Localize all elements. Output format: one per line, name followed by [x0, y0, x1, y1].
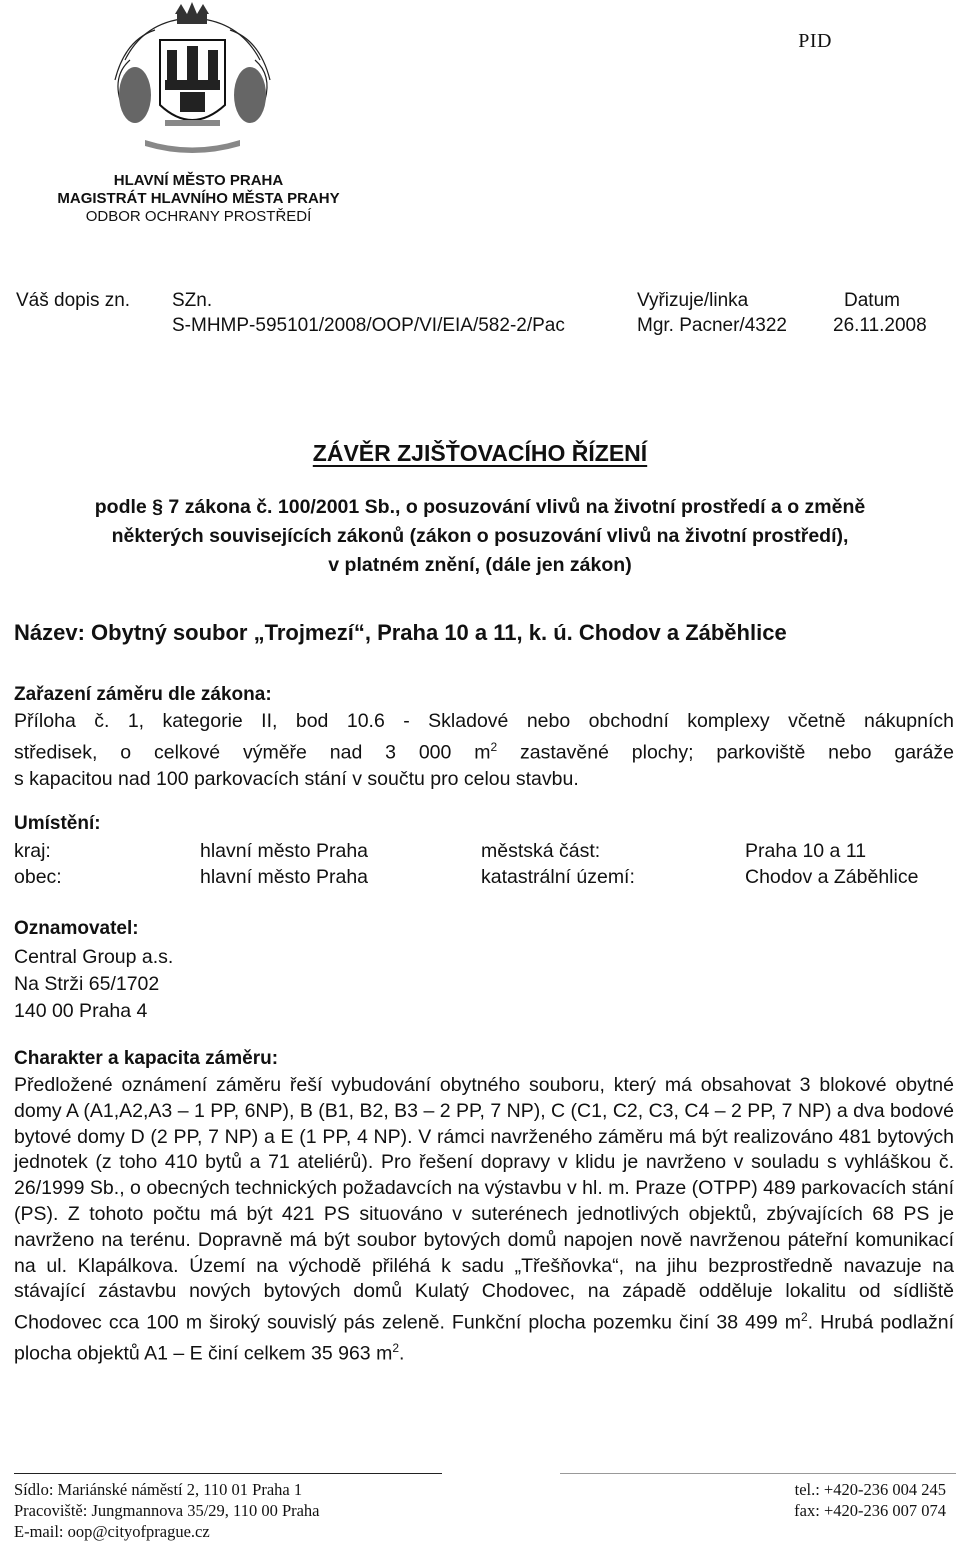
issuer-magistrate: MAGISTRÁT HLAVNÍHO MĚSTA PRAHY	[57, 190, 340, 207]
footer-email: E-mail: oop@cityofprague.cz	[14, 1522, 210, 1541]
file-number-value: S-MHMP-595101/2008/OOP/VI/EIA/582-2/Pac	[172, 315, 565, 336]
location-heading: Umístění:	[14, 813, 101, 834]
handled-by-value: Mgr. Pacner/4322	[637, 315, 787, 336]
document-title-text: ZÁVĚR ZJIŠŤOVACÍHO ŘÍZENÍ	[312, 440, 648, 466]
issuer-block	[36, 172, 361, 226]
footer-divider-right	[560, 1473, 956, 1474]
date-label: Datum	[844, 290, 900, 311]
footer-divider-left	[14, 1473, 442, 1474]
project-name: Název: Obytný soubor „Trojmezí“, Praha 10 a 11, k. ú. Chodov a Záběhlice	[14, 620, 787, 645]
notifier-heading: Oznamovatel:	[14, 918, 139, 939]
character-body-3: .	[399, 1342, 405, 1365]
prague-coat-of-arms-emblem	[105, 0, 280, 160]
handled-by-label: Vyřizuje/linka	[637, 290, 749, 311]
footer-address	[14, 1479, 320, 1542]
document-code: PID	[798, 30, 832, 52]
document-title	[0, 440, 960, 467]
footer-seat: Sídlo: Mariánské náměstí 2, 110 01 Praha 1	[14, 1480, 303, 1499]
legal-line-2: některých souvisejících zákonů (zákon o posuzování vlivů na životní prostředí),	[111, 525, 849, 547]
cadastral-value: Chodov a Záběhlice	[745, 866, 919, 888]
classification-line-2a: středisek, o celkové výměře nad 3 000 m	[14, 741, 491, 764]
footer-contact	[794, 1479, 946, 1521]
footer-phone: tel.: +420-236 004 245	[794, 1480, 946, 1499]
footer-fax: fax: +420-236 007 074	[794, 1501, 946, 1520]
legal-line-1: podle § 7 zákona č. 100/2001 Sb., o posuzování vlivů na životní prostředí a o změně	[94, 496, 866, 518]
district-value: Praha 10 a 11	[745, 840, 867, 862]
classification-line-3: s kapacitou nad 100 parkovacích stání v součtu pro celou stavbu.	[14, 767, 579, 790]
cadastral-label: katastrální území:	[481, 866, 635, 888]
character-paragraph	[14, 1073, 954, 1368]
legal-line-3: v platném znění, (dále jen zákon)	[328, 554, 632, 576]
municipality-label: obec:	[14, 866, 62, 888]
date-value: 26.11.2008	[833, 315, 927, 336]
superscript: 2	[800, 1310, 808, 1325]
classification-text	[14, 708, 954, 792]
classification-line-2b: zastavěné plochy; parkoviště nebo garáže	[497, 741, 954, 764]
character-text	[14, 1073, 954, 1368]
file-number-label: SZn.	[172, 290, 213, 311]
district-label: městská část:	[481, 840, 601, 862]
municipality-value: hlavní město Praha	[200, 866, 369, 888]
issuer-city: HLAVNÍ MĚSTO PRAHA	[113, 172, 284, 189]
character-heading: Charakter a kapacita záměru:	[14, 1048, 279, 1069]
footer-workplace: Pracoviště: Jungmannova 35/29, 110 00 Praha	[14, 1501, 320, 1520]
notifier-city: 140 00 Praha 4	[14, 1000, 148, 1022]
classification-line-2	[14, 734, 954, 766]
classification-heading: Zařazení záměru dle zákona:	[14, 684, 272, 705]
notifier-address	[14, 944, 173, 1025]
notifier-street: Na Strži 65/1702	[14, 973, 160, 995]
issuer-department: ODBOR OCHRANY PROSTŘEDÍ	[85, 208, 312, 225]
classification-line-1: Příloha č. 1, kategorie II, bod 10.6 - Skladové nebo obchodní komplexy včetně nákupních	[14, 710, 954, 732]
superscript: 2	[490, 740, 498, 754]
notifier-company: Central Group a.s.	[14, 946, 174, 968]
region-value: hlavní město Praha	[200, 840, 369, 862]
character-body: Předložené oznámení záměru řeší vybudování obytného souboru, který má obsahovat 3 blokové obytné domy A (A1,A2,A3 – 1 PP, 6NP), B (B1, B2, B3 – 2 PP, 7 NP), C (C1, C2, C3, C4 – 2 PP, 7 NP) a dva bodové bytové domy D (2 PP, 7 NP) a E (1 PP, 4 NP). V rámci navrženého záměru má být realizováno 481 bytových jednotek (z toho 410 bytů a 71 ateliérů). Pro řešení dopravy v klidu je navrženo v souladu s vyhláškou č. 26/1999 Sb., o obecných technických požadavcích na výstavbu v hl. m. Praze (OTPP) 489 parkovacích stání (PS). Z tohoto počtu má být 421 PS situováno v suterénech jednotlivých objektů, zbývajících 68 PS je navrženo na terénu. Dopravně má být soubor bytových domů napojen nově navrženou páteřní komunikací na ul. Klapálkova. Území na východě přiléhá k sadu „Třešňovka“, na jihu bezprostředně navazuje na stávající zástavbu nových bytových domů Kulatý Chodovec, na západě odděluje lokalitu od sídliště Chodovec cca 100 m široký souvislý pás zeleně. Funkční plocha pozemku činí 38 499 m	[14, 1074, 954, 1334]
region-label: kraj:	[14, 840, 51, 862]
your-letter-label: Váš dopis zn.	[16, 290, 131, 311]
superscript: 2	[392, 1341, 399, 1356]
character-body-2: . Hrubá podlažní plocha objektů A1 – E činí celkem 35 963 m	[14, 1311, 955, 1365]
legal-basis	[0, 493, 960, 580]
